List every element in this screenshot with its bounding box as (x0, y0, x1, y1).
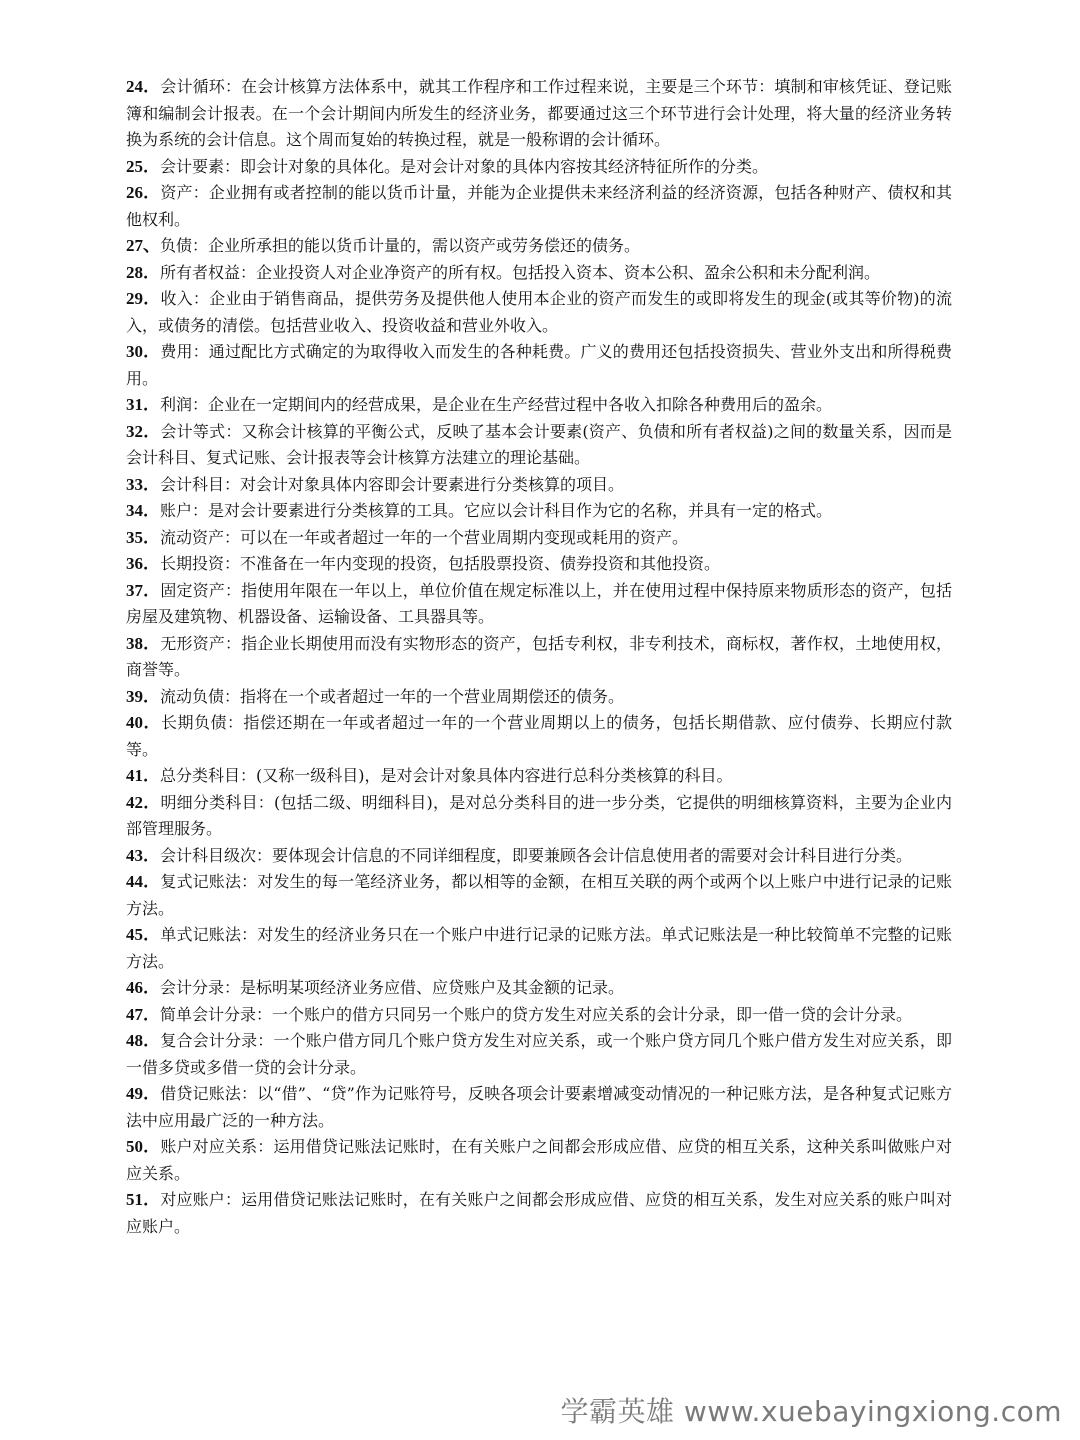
entry-number: 44． (126, 872, 161, 891)
entry-46 (126, 975, 952, 1002)
entry-number: 45． (126, 925, 161, 944)
entry-number: 47． (126, 1004, 160, 1024)
entry-number: 30． (126, 342, 161, 361)
entry-35 (126, 525, 952, 552)
entry-26 (126, 180, 952, 233)
entry-47 (126, 1002, 952, 1029)
entry-text: 负债：企业所承担的能以货币计量的，需以资产或劳务偿还的债务。 (160, 236, 641, 255)
entry-number: 51． (126, 1190, 161, 1209)
entry-number: 39． (126, 686, 160, 706)
entry-text: 单式记账法：对发生的经济业务只在一个账户中进行记录的记账方法。单式记账法是一种比较简单不完整的记账方法。 (126, 925, 952, 971)
entry-49 (126, 1081, 952, 1134)
entry-33 (126, 472, 952, 499)
entry-text: 账户对应关系：运用借贷记账法记账时，在有关账户之间都会形成应借、应贷的相互关系，这种关系叫做账户对应关系。 (126, 1137, 952, 1183)
entry-text: 简单会计分录：一个账户的借方只同另一个账户的贷方发生对应关系的会计分录，即一借一贷的会计分录。 (160, 1004, 913, 1024)
entry-text: 对应账户：运用借贷记账法记账时，在有关账户之间都会形成应借、应贷的相互关系，发生对应关系的账户叫对应账户。 (126, 1190, 952, 1236)
entry-29 (126, 286, 952, 339)
entry-number: 48． (126, 1031, 161, 1050)
entry-text: 利润：企业在一定期间内的经营成果，是企业在生产经营过程中各收入扣除各种费用后的盈余。 (160, 395, 833, 414)
entry-number: 35． (126, 527, 160, 547)
entry-text: 会计科目：对会计对象具体内容即会计要素进行分类核算的项目。 (160, 474, 625, 494)
entry-number: 25． (126, 156, 160, 176)
entry-text: 借贷记账法：以“借”、“贷”作为记账符号，反映各项会计要素增减变动情况的一种记账方法，是各种复式记账方法中应用最广泛的一种方法。 (126, 1084, 952, 1130)
entry-25 (126, 154, 952, 181)
entry-24 (126, 74, 952, 154)
entry-number: 50． (126, 1137, 161, 1156)
entry-number: 36． (126, 554, 160, 573)
entry-number: 46． (126, 978, 160, 997)
entry-number: 24． (126, 77, 161, 96)
entry-number: 37． (126, 580, 161, 600)
entry-30 (126, 339, 952, 392)
entry-text: 费用：通过配比方式确定的为取得收入而发生的各种耗费。广义的费用还包括投资损失、营业外支出和所得税费用。 (126, 342, 952, 388)
entry-43 (126, 843, 952, 870)
entry-number: 49． (126, 1084, 161, 1103)
entry-text: 复式记账法：对发生的每一笔经济业务，都以相等的金额，在相互关联的两个或两个以上账户中进行记录的记账方法。 (126, 872, 952, 918)
entry-number: 26． (126, 183, 161, 202)
entry-42 (126, 790, 952, 843)
entry-32 (126, 419, 952, 472)
entry-text: 资产：企业拥有或者控制的能以货币计量，并能为企业提供未来经济利益的经济资源，包括各种财产、债权和其他权利。 (126, 183, 952, 229)
entry-48 (126, 1028, 952, 1081)
entry-number: 28． (126, 262, 160, 282)
entry-number: 41． (126, 766, 160, 785)
entry-37 (126, 578, 952, 631)
entry-text: 会计科目级次：要体现会计信息的不同详细程度，即要兼顾各会计信息使用者的需要对会计科目进行分类。 (160, 845, 913, 865)
entry-number: 32． (126, 421, 161, 441)
entry-45 (126, 922, 952, 975)
entry-31 (126, 392, 952, 419)
entry-text: 明细分类科目：(包括二级、明细科目)，是对总分类科目的进一步分类，它提供的明细核算资料，主要为企业内部管理服务。 (126, 792, 952, 838)
entry-number: 40． (126, 713, 161, 732)
entry-text: 长期投资：不准备在一年内变现的投资，包括股票投资、债券投资和其他投资。 (160, 554, 721, 573)
entry-text: 会计要素：即会计对象的具体化。是对会计对象的具体内容按其经济特征所作的分类。 (160, 156, 769, 176)
entry-text: 无形资产：指企业长期使用而没有实物形态的资产，包括专利权，非专利技术，商标权，著作权，土地使用权，商誉等。 (126, 633, 952, 679)
entry-41 (126, 763, 952, 790)
entry-28 (126, 260, 952, 287)
entry-50 (126, 1134, 952, 1187)
document-body (126, 74, 952, 1240)
entry-number: 33． (126, 474, 160, 494)
entry-text: 固定资产：指使用年限在一年以上，单位价值在规定标准以上，并在使用过程中保持原来物质形态的资产，包括房屋及建筑物、机器设备、运输设备、工具器具等。 (126, 580, 952, 626)
entry-number: 27、 (126, 236, 160, 255)
entry-number: 29． (126, 289, 161, 308)
entry-text: 会计分录：是标明某项经济业务应借、应贷账户及其金额的记录。 (160, 978, 625, 997)
entry-number: 42． (126, 792, 161, 812)
entry-text: 收入：企业由于销售商品，提供劳务及提供他人使用本企业的资产而发生的或即将发生的现金(或其等价物)的流入，或债务的清偿。包括营业收入、投资收益和营业外收入。 (126, 289, 952, 335)
entry-51 (126, 1187, 952, 1240)
entry-text: 流动资产：可以在一年或者超过一年的一个营业周期内变现或耗用的资产。 (160, 527, 689, 547)
entry-40 (126, 710, 952, 763)
entry-text: 会计等式：又称会计核算的平衡公式，反映了基本会计要素(资产、负债和所有者权益)之间的数量关系，因而是会计科目、复式记账、会计报表等会计核算方法建立的理论基础。 (126, 421, 952, 467)
entry-number: 34． (126, 501, 160, 520)
entry-27 (126, 233, 952, 260)
entry-text: 复合会计分录：一个账户借方同几个账户贷方发生对应关系，或一个账户贷方同几个账户借方发生对应关系，即一借多贷或多借一贷的会计分录。 (126, 1031, 952, 1077)
entry-number: 43． (126, 845, 160, 865)
entry-text: 账户：是对会计要素进行分类核算的工具。它应以会计科目作为它的名称，并具有一定的格式。 (160, 501, 833, 520)
entry-39 (126, 684, 952, 711)
entry-36 (126, 551, 952, 578)
entry-number: 31． (126, 395, 160, 414)
entry-text: 所有者权益：企业投资人对企业净资产的所有权。包括投入资本、资本公积、盈余公积和未分配利润。 (160, 262, 881, 282)
site-watermark: 学霸英雄 www.xuebayingxiong.com (560, 1395, 1062, 1428)
entry-text: 长期负债：指偿还期在一年或者超过一年的一个营业周期以上的债务，包括长期借款、应付债券、长期应付款等。 (126, 713, 952, 759)
entry-38 (126, 631, 952, 684)
entry-text: 会计循环：在会计核算方法体系中，就其工作程序和工作过程来说，主要是三个环节：填制和审核凭证、登记账簿和编制会计报表。在一个会计期间内所发生的经济业务，都要通过这三个环节进行会计处理，将大量的经济业务转换为系统的会计信息。这个周而复始的转换过程，就是一般称谓的会计循环。 (126, 77, 952, 149)
entry-44 (126, 869, 952, 922)
entry-text: 流动负债：指将在一个或者超过一年的一个营业周期偿还的债务。 (160, 686, 625, 706)
entry-34 (126, 498, 952, 525)
entry-text: 总分类科目：(又称一级科目)，是对会计对象具体内容进行总科分类核算的科目。 (160, 766, 733, 785)
entry-number: 38． (126, 633, 161, 653)
